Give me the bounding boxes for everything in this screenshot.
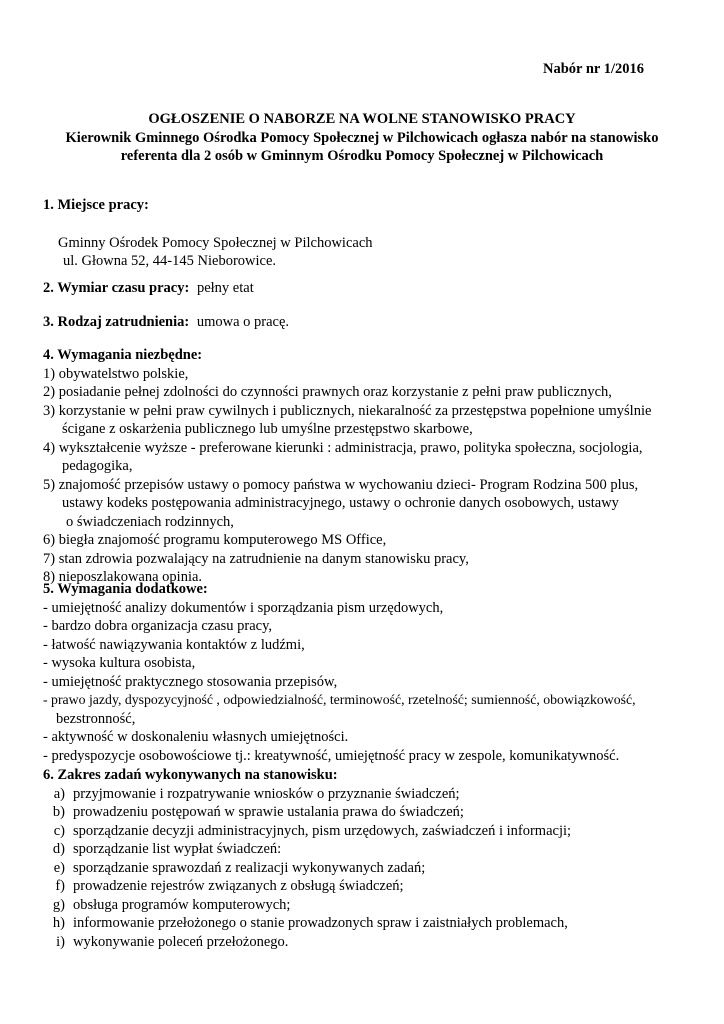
list-item: - wysoka kultura osobista, (43, 655, 196, 671)
duty-text: sporządzanie list wypłat świadczeń: (73, 841, 282, 857)
duty-letter: h) (52, 915, 65, 931)
duty-item (43, 933, 571, 952)
duty-letter: g) (52, 896, 65, 913)
list-item-continuation: pedagogika, (62, 458, 133, 474)
recruitment-number: Nabór nr 1/2016 (543, 61, 644, 77)
section-workplace (43, 196, 373, 271)
duty-item (43, 914, 571, 933)
list-item: 2) posiadanie pełnej zdolności do czynności prawnych oraz korzystanie z pełni praw publicznych, (43, 384, 612, 400)
section-heading: 6. Zakres zadań wykonywanych na stanowisku: (43, 767, 338, 783)
section-heading: 4. Wymagania niezbędne: (43, 347, 203, 363)
section-required-qualifications (43, 346, 651, 587)
duty-letter: i) (56, 933, 65, 950)
section-additional-qualifications (43, 580, 636, 765)
duty-item (43, 822, 571, 841)
list-item: 6) biegła znajomość programu komputerowego MS Office, (43, 532, 387, 548)
list-item-continuation: ustawy kodeks postępowania administracyjnego, ustawy o ochronie danych osobowych, ustawy (62, 495, 619, 511)
duty-letter: f) (55, 878, 65, 894)
list-item-continuation: ścigane z oskarżenia publicznego lub umyślne przestępstwo skarbowe, (62, 421, 473, 437)
duty-letter: a) (53, 785, 65, 802)
duty-text: obsługa programów komputerowych; (73, 896, 291, 913)
duty-item (43, 785, 571, 804)
section-duties (43, 766, 571, 951)
list-item: 5) znajomość przepisów ustawy o pomocy państwa w wychowaniu dzieci- Program Rodzina 500 plus, (43, 476, 639, 493)
title-line-1: OGŁOSZENIE O NABORZE NA WOLNE STANOWISKO PRACY (148, 111, 576, 127)
list-item: - predyspozycje osobowościowe tj.: kreatywność, umiejętność pracy w zespole, komunikatywność. (43, 747, 620, 764)
announcement-title (0, 110, 724, 166)
duty-item (43, 877, 571, 896)
duty-letter: c) (53, 822, 65, 839)
duty-item (43, 840, 571, 859)
list-item: - aktywność w doskonaleniu własnych umiejętności. (43, 729, 349, 745)
duty-text: przyjmowanie i rozpatrywanie wniosków o przyznanie świadczeń; (73, 785, 460, 802)
list-item: - umiejętność praktycznego stosowania przepisów, (43, 673, 338, 690)
title-line-2: Kierownik Gminnego Ośrodka Pomocy Społecznej w Pilchowicach ogłasza nabór na stanowisko (65, 129, 659, 146)
list-item: - umiejętność analizy dokumentów i sporządzania pism urzędowych, (43, 599, 444, 616)
list-item: - prawo jazdy, dyspozycyjność , odpowiedzialność, terminowość, rzetelność; sumienność, obowiązkowość, (43, 692, 636, 707)
list-item: 7) stan zdrowia pozwalający na zatrudnienie na danym stanowisku pracy, (43, 550, 469, 567)
duty-text: prowadzeniu postępowań w sprawie ustalania prawa do świadczeń; (73, 804, 464, 820)
duty-letter: e) (53, 859, 65, 876)
section-heading: 1. Miejsce pracy: (43, 197, 149, 213)
working-time-value: pełny etat (196, 280, 254, 296)
employment-type-value: umowa o pracę. (196, 314, 290, 330)
section-employment-type (43, 313, 289, 332)
list-item: 8) nieposzlakowana opinia. (43, 569, 203, 585)
section-heading: 2. Wymiar czasu pracy: (43, 280, 190, 296)
duty-item (43, 896, 571, 915)
list-item: - bardzo dobra organizacja czasu pracy, (43, 618, 273, 634)
section-heading: 3. Rodzaj zatrudnienia: (43, 314, 190, 330)
list-item: 1) obywatelstwo polskie, (43, 365, 189, 382)
duty-item (43, 803, 571, 822)
list-item: 4) wykształcenie wyższe - preferowane kierunki : administracja, prawo, polityka społeczna, socjologia, (43, 439, 643, 456)
duty-text: prowadzenie rejestrów związanych z obsługą świadczeń; (73, 878, 404, 894)
list-item: 3) korzystanie w pełni praw cywilnych i publicznych, niekaralność za przestępstwa popełnione umyślnie (43, 402, 652, 419)
duty-letter: b) (52, 804, 65, 820)
workplace-address: ul. Głowna 52, 44-145 Nieborowice. (63, 253, 277, 269)
duty-letter: d) (52, 841, 65, 857)
duty-text: sporządzanie decyzji administracyjnych, pism urzędowych, zaświadczeń i informacji; (73, 822, 572, 839)
list-item-continuation: bezstronność, (56, 710, 136, 727)
duty-text: wykonywanie poleceń przełożonego. (73, 933, 289, 950)
duty-text: informowanie przełożonego o stanie prowadzonych spraw i zaistniałych problemach, (73, 915, 568, 931)
list-item: - łatwość nawiązywania kontaktów z ludźmi, (43, 636, 305, 653)
workplace-name: Gminny Ośrodek Pomocy Społecznej w Pilchowicach (58, 234, 373, 251)
list-item-continuation: o świadczeniach rodzinnych, (66, 513, 234, 530)
section-working-time (43, 279, 254, 298)
duty-item (43, 859, 571, 878)
duty-text: sporządzanie sprawozdań z realizacji wykonywanych zadań; (73, 859, 426, 876)
title-line-3: referenta dla 2 osób w Gminnym Ośrodku Pomocy Społecznej w Pilchowicach (120, 148, 604, 164)
section-heading: 5. Wymagania dodatkowe: (43, 581, 208, 597)
